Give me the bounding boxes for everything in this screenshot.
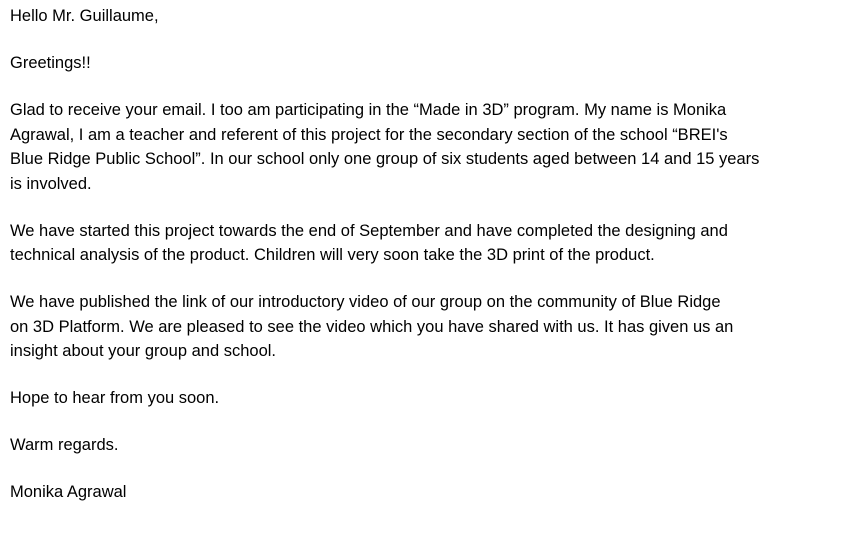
signature bbox=[10, 480, 856, 505]
sign-off-text: Warm regards. bbox=[10, 436, 119, 454]
paragraph-line: is involved. bbox=[10, 174, 92, 193]
paragraph-progress bbox=[10, 219, 856, 268]
paragraph-line: Blue Ridge Public School”. In our school only one group of six students aged between 14 and 15 years bbox=[10, 150, 760, 168]
greeting bbox=[10, 51, 856, 76]
paragraph-line: technical analysis of the product. Children will very soon take the 3D print of the product. bbox=[10, 246, 655, 264]
salutation bbox=[10, 4, 856, 29]
salutation-text: Hello Mr. Guillaume, bbox=[10, 7, 159, 25]
letter-body bbox=[10, 4, 856, 505]
greeting-text: Greetings!! bbox=[10, 54, 91, 72]
paragraph-introduction bbox=[10, 98, 856, 196]
paragraph-line: We have started this project towards the end of September and have completed the designing and bbox=[10, 221, 728, 240]
signature-name: Monika Agrawal bbox=[10, 483, 127, 501]
paragraph-line: on 3D Platform. We are pleased to see the video which you have shared with us. It has given us an bbox=[10, 317, 734, 336]
closing-line-text: Hope to hear from you soon. bbox=[10, 389, 220, 407]
closing-line bbox=[10, 386, 856, 411]
paragraph-line: We have published the link of our introductory video of our group on the community of Blue Ridge bbox=[10, 293, 721, 311]
paragraph-line: Glad to receive your email. I too am participating in the “Made in 3D” program. My name is Monika bbox=[10, 101, 727, 119]
paragraph-line: Agrawal, I am a teacher and referent of this project for the secondary section of the school “BREI's bbox=[10, 125, 728, 144]
sign-off bbox=[10, 433, 856, 458]
paragraph-video bbox=[10, 290, 856, 364]
paragraph-line: insight about your group and school. bbox=[10, 342, 277, 360]
